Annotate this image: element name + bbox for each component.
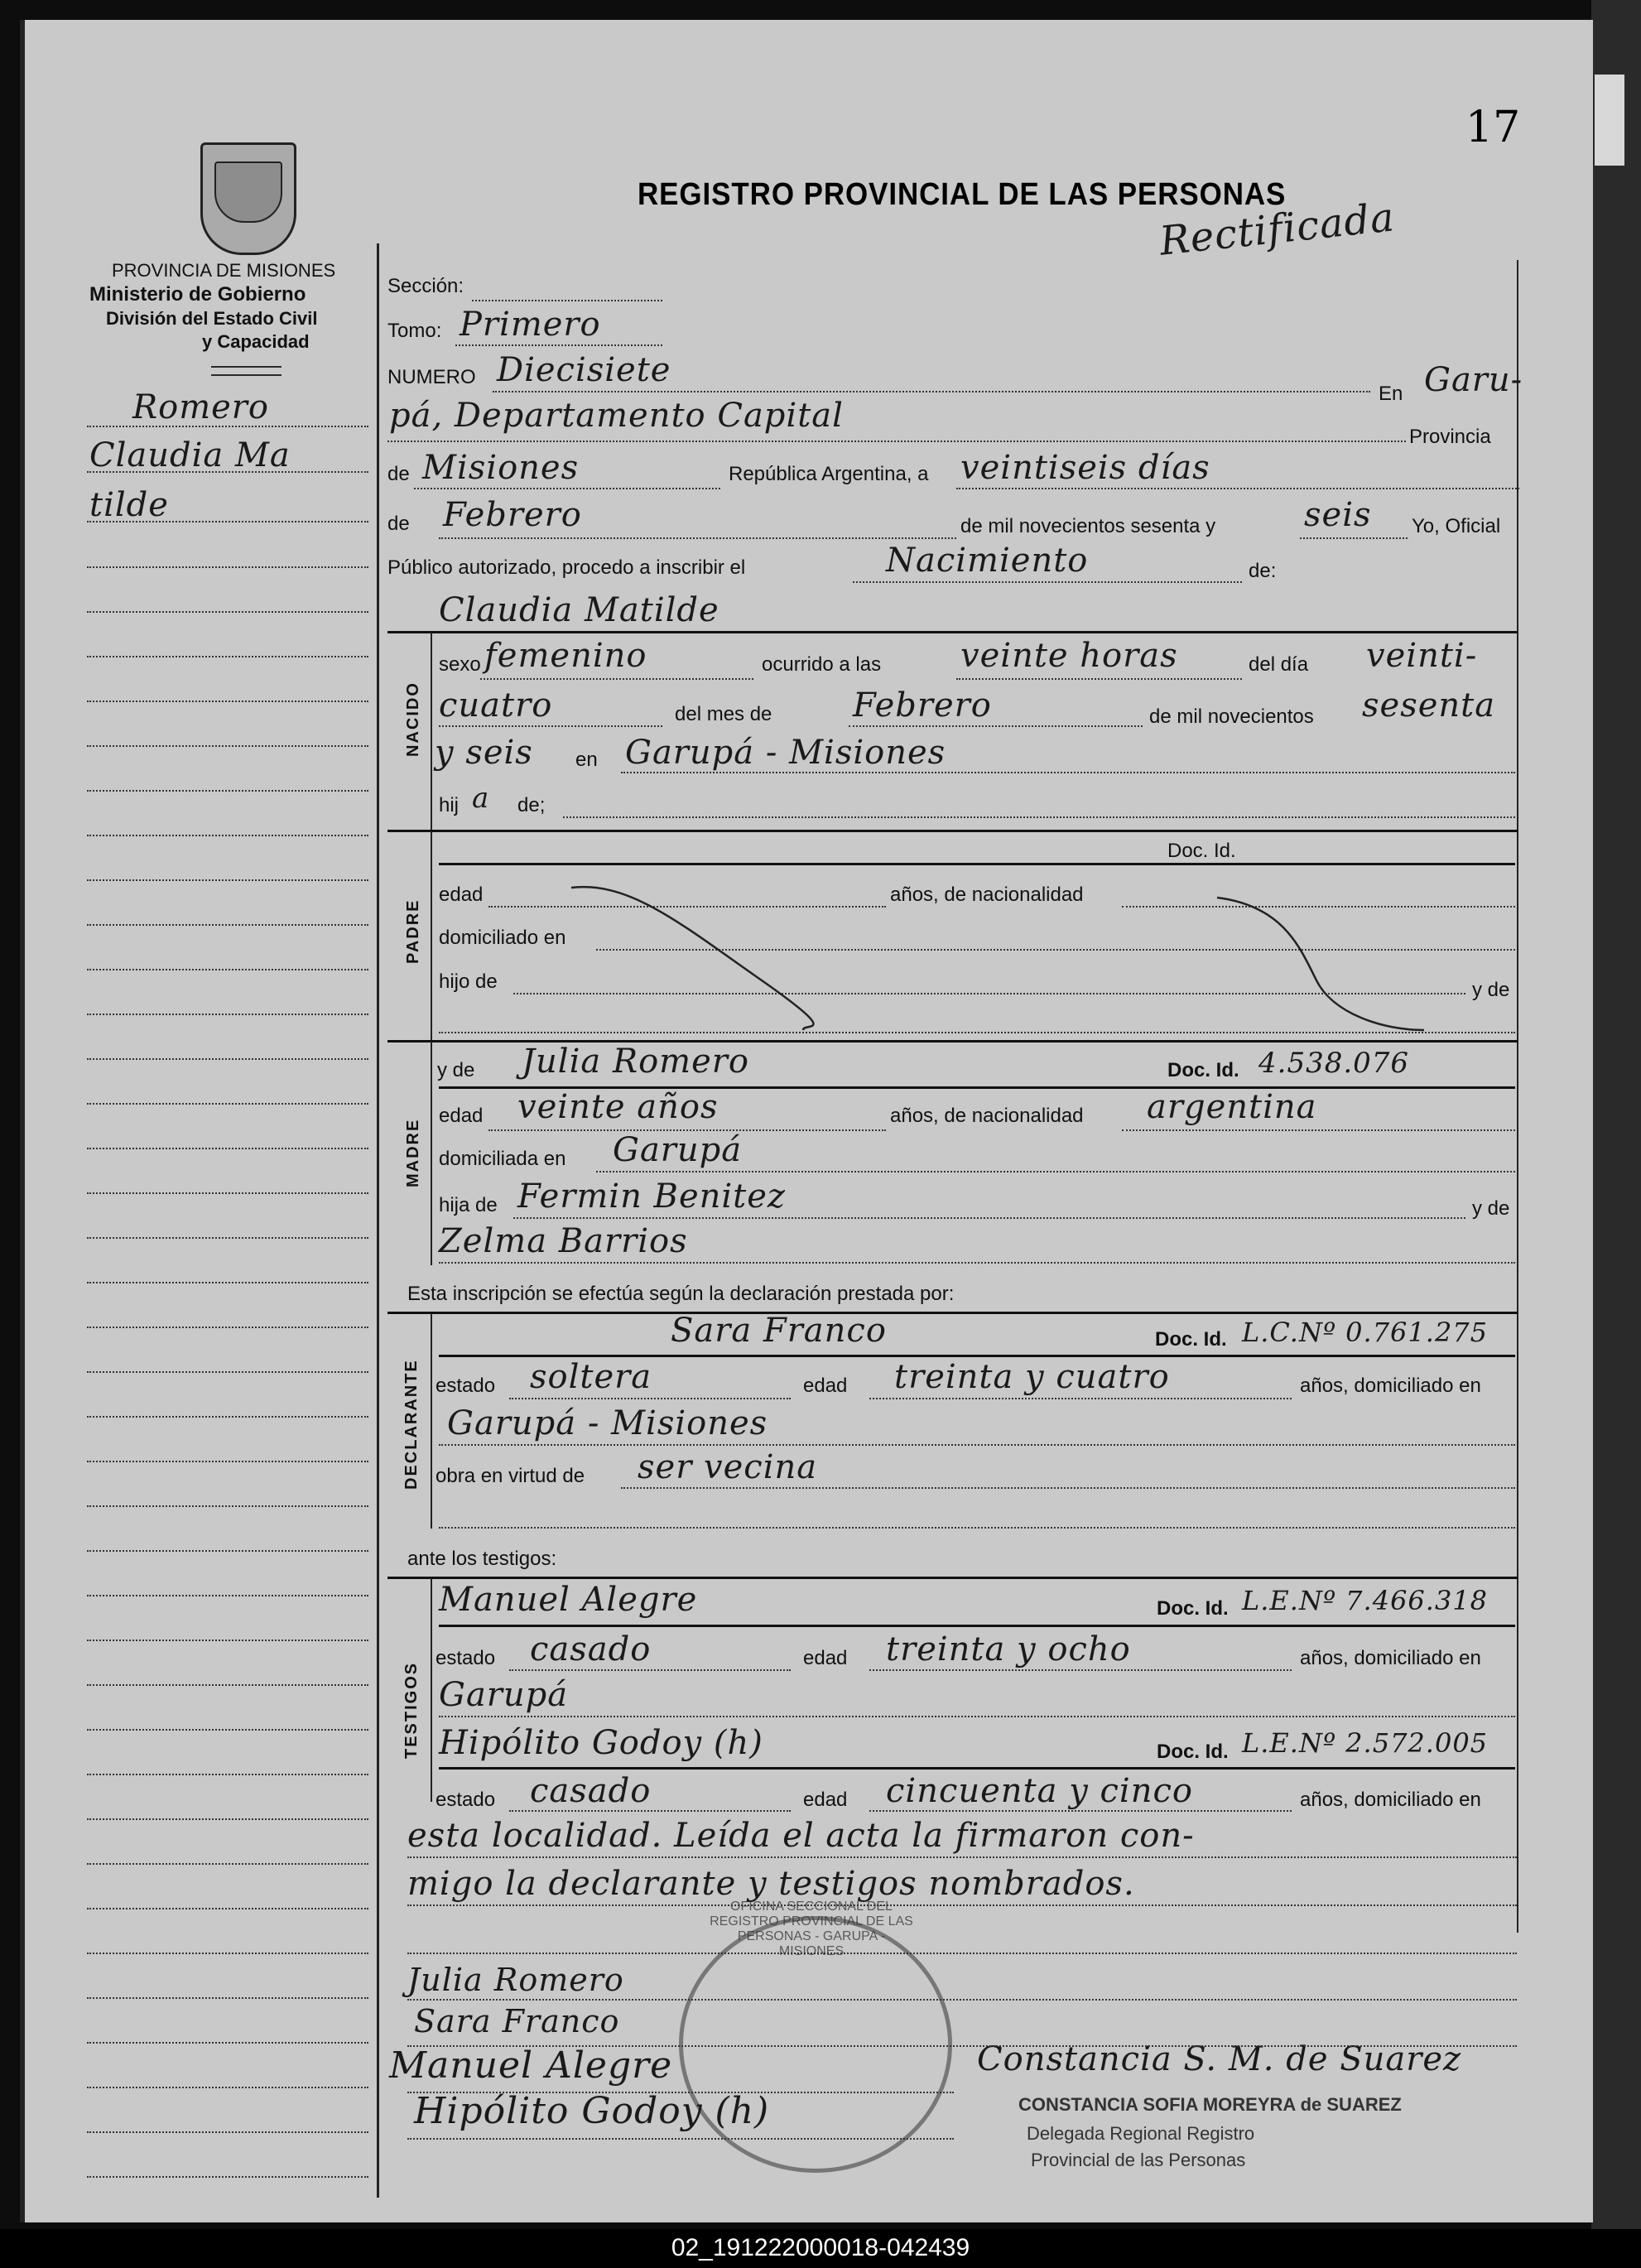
declarante-edad-label: edad — [803, 1375, 848, 1397]
madre-edad-label: edad — [439, 1105, 484, 1127]
declarante-doc-value: L.C.Nº 0.761.275 — [1242, 1317, 1489, 1348]
closing-line-2: migo la declarante y testigos nombrados. — [407, 1865, 1135, 1903]
registry-page — [20, 20, 1593, 2222]
scan-id: 02_191222000018-042439 — [671, 2234, 970, 2261]
declarante-doc-label: Doc. Id. — [1155, 1328, 1227, 1351]
madre-name: Julia Romero — [522, 1043, 749, 1081]
madre-edad-value: veinte años — [517, 1088, 719, 1126]
sexo-label: sexo — [439, 653, 481, 676]
padre-yde-label: y de — [1472, 979, 1510, 1001]
madre-dom-label: domiciliada en — [439, 1148, 566, 1170]
hora-value: veinte horas — [960, 637, 1178, 675]
republica-label: República Argentina, a — [729, 463, 929, 485]
province-coat-of-arms — [200, 142, 296, 255]
madre-section-label: MADRE — [404, 1118, 422, 1187]
next-page-edge — [1595, 75, 1624, 166]
declarante-section-label: DECLARANTE — [402, 1359, 421, 1490]
testigo2-name: Hipólito Godoy (h) — [439, 1724, 763, 1762]
signature-witness-2: Hipólito Godoy (h) — [414, 2090, 770, 2132]
hija-de-label: de; — [517, 794, 546, 816]
testigos-intro: ante los testigos: — [407, 1548, 557, 1570]
testigo1-estado-label: estado — [436, 1647, 496, 1669]
mes-label: del mes de — [675, 703, 772, 725]
place-line-2: pá, Departamento Capital — [389, 397, 844, 435]
anio-value-1: sesenta — [1362, 686, 1496, 725]
numero-value: Diecisiete — [497, 351, 671, 389]
year-value: seis — [1304, 496, 1372, 534]
margin-given-2: tilde — [89, 486, 169, 524]
madre-padre-value: Fermin Benitez — [517, 1177, 786, 1216]
sexo-value: femenino — [484, 637, 647, 675]
declarante-obra-label: obra en virtud de — [436, 1465, 585, 1487]
padre-nac-label: años, de nacionalidad — [890, 884, 1084, 906]
padre-dom-label: domiciliado en — [439, 927, 566, 949]
declarante-dom-value: Garupá - Misiones — [447, 1404, 768, 1442]
book-binding — [1591, 0, 1641, 2268]
testigo1-estado-value: casado — [530, 1630, 652, 1668]
org-line-3: División del Estado Civil — [106, 308, 318, 329]
officer-stamp-line-2: Delegada Regional Registro — [1027, 2123, 1255, 2144]
scan-id-bar — [0, 2229, 1641, 2268]
declarante-edad-value: treinta y cuatro — [894, 1358, 1170, 1396]
padre-hijo-label: hijo de — [439, 970, 498, 993]
de3-label: de: — [1249, 560, 1277, 582]
en-label: En — [1379, 383, 1403, 405]
seal-text: OFICINA SECCIONAL DEL REGISTRO PROVINCIAL DE LAS PERSONAS - GARUPA - MISIONES — [710, 1900, 913, 1958]
de2-label: de — [387, 513, 410, 535]
testigo1-dom-value: Garupá — [439, 1676, 569, 1714]
officer-stamp-line-1: CONSTANCIA SOFIA MOREYRA de SUAREZ — [1018, 2094, 1402, 2115]
padre-section-label: PADRE — [404, 898, 422, 964]
de-label: de — [387, 463, 410, 485]
madre-yde2-label: y de — [1472, 1197, 1510, 1220]
testigos-section-label: TESTIGOS — [402, 1661, 421, 1759]
declarante-estado-value: soltera — [530, 1358, 652, 1396]
nacido-section-label: NACIDO — [404, 681, 422, 757]
padre-cancel-strokes — [555, 881, 1432, 1038]
closing-line-1: esta localidad. Leída el acta la firmaron con- — [407, 1817, 1195, 1855]
page-number: 17 — [1465, 103, 1521, 152]
signature-declarante: Sara Franco — [414, 2003, 620, 2039]
tomo-label: Tomo: — [387, 320, 442, 342]
acto-value: Nacimiento — [886, 542, 1089, 580]
madre-madre-value: Zelma Barrios — [439, 1222, 688, 1260]
declarante-obra-value: ser vecina — [638, 1448, 818, 1486]
officer-stamp-line-3: Provincial de las Personas — [1031, 2150, 1246, 2170]
madre-dom-value: Garupá — [613, 1131, 743, 1169]
testigo2-doc-label: Doc. Id. — [1157, 1741, 1229, 1763]
margin-column — [25, 20, 381, 2222]
testigo1-edad-value: treinta y ocho — [886, 1630, 1131, 1668]
madre-yde-label: y de — [437, 1059, 475, 1081]
testigo2-edad-label: edad — [803, 1789, 848, 1811]
oficial-label: Yo, Oficial — [1412, 515, 1501, 537]
signature-mother: Julia Romero — [407, 1962, 624, 1998]
child-name: Claudia Matilde — [439, 591, 719, 629]
declarante-estado-label: estado — [436, 1375, 496, 1397]
org-line-4: y Capacidad — [202, 331, 310, 352]
madre-hija-label: hija de — [439, 1194, 498, 1216]
madre-nac-label: años, de nacionalidad — [890, 1105, 1084, 1127]
mes-value: Febrero — [853, 686, 992, 725]
margin-annotation: Rectificada — [1157, 194, 1398, 265]
lugar-value: Garupá - Misiones — [625, 734, 946, 772]
hija-label: hij — [439, 794, 460, 816]
dia-value-2: cuatro — [439, 686, 553, 725]
seccion-label: Sección: — [387, 275, 464, 297]
declarante-dom-label: años, domiciliado en — [1300, 1375, 1481, 1397]
day-value: veintiseis días — [960, 449, 1210, 487]
testigo1-edad-label: edad — [803, 1647, 848, 1669]
signature-witness-1: Manuel Alegre — [389, 2044, 673, 2087]
en-label-nacido: en — [575, 749, 598, 771]
province-value: Misiones — [422, 449, 580, 487]
declarante-intro: Esta inscripción se efectúa según la declaración prestada por: — [407, 1283, 955, 1305]
padre-edad-label: edad — [439, 884, 484, 906]
testigo2-dom-label: años, domiciliado en — [1300, 1789, 1481, 1811]
org-line-1: PROVINCIA DE MISIONES — [112, 260, 336, 281]
numero-label: NUMERO — [387, 366, 476, 388]
testigo2-estado-label: estado — [436, 1789, 496, 1811]
del-dia-label: del día — [1249, 653, 1309, 676]
place-line-1: Garu- — [1424, 361, 1523, 399]
testigo1-dom-label: años, domiciliado en — [1300, 1647, 1481, 1669]
declarante-name: Sara Franco — [671, 1312, 887, 1350]
provincia-label: Provincia — [1409, 426, 1491, 448]
testigo1-doc-value: L.E.Nº 7.466.318 — [1242, 1585, 1489, 1616]
page-title: REGISTRO PROVINCIAL DE LAS PERSONAS — [638, 177, 1287, 212]
month-value: Febrero — [443, 496, 582, 534]
madre-doc-value: 4.538.076 — [1258, 1047, 1410, 1080]
madre-doc-label: Doc. Id. — [1167, 1059, 1239, 1081]
testigo2-edad-value: cincuenta y cinco — [886, 1772, 1193, 1810]
madre-nac-value: argentina — [1147, 1088, 1317, 1126]
padre-doc-label: Doc. Id. — [1167, 840, 1236, 862]
ocurrido-label: ocurrido a las — [762, 653, 882, 676]
signature-officer: Constancia S. M. de Suarez — [977, 2040, 1462, 2078]
margin-given-1: Claudia Ma — [89, 436, 291, 474]
org-line-2: Ministerio de Gobierno — [89, 283, 306, 306]
anio-value-2: y seis — [435, 734, 533, 772]
tomo-value: Primero — [460, 306, 601, 344]
testigo1-name: Manuel Alegre — [439, 1581, 698, 1619]
publico-label: Público autorizado, procedo a inscribir el — [387, 556, 746, 579]
testigo1-doc-label: Doc. Id. — [1157, 1597, 1229, 1620]
dia-value-1: veinti- — [1366, 637, 1478, 675]
testigo2-estado-value: casado — [530, 1772, 652, 1810]
mil-label: de mil novecientos — [1149, 705, 1314, 728]
year-label: de mil novecientos sesenta y — [960, 515, 1216, 537]
margin-surname: Romero — [132, 388, 270, 426]
testigo2-doc-value: L.E.Nº 2.572.005 — [1242, 1727, 1489, 1759]
hija-suffix: a — [472, 782, 490, 815]
